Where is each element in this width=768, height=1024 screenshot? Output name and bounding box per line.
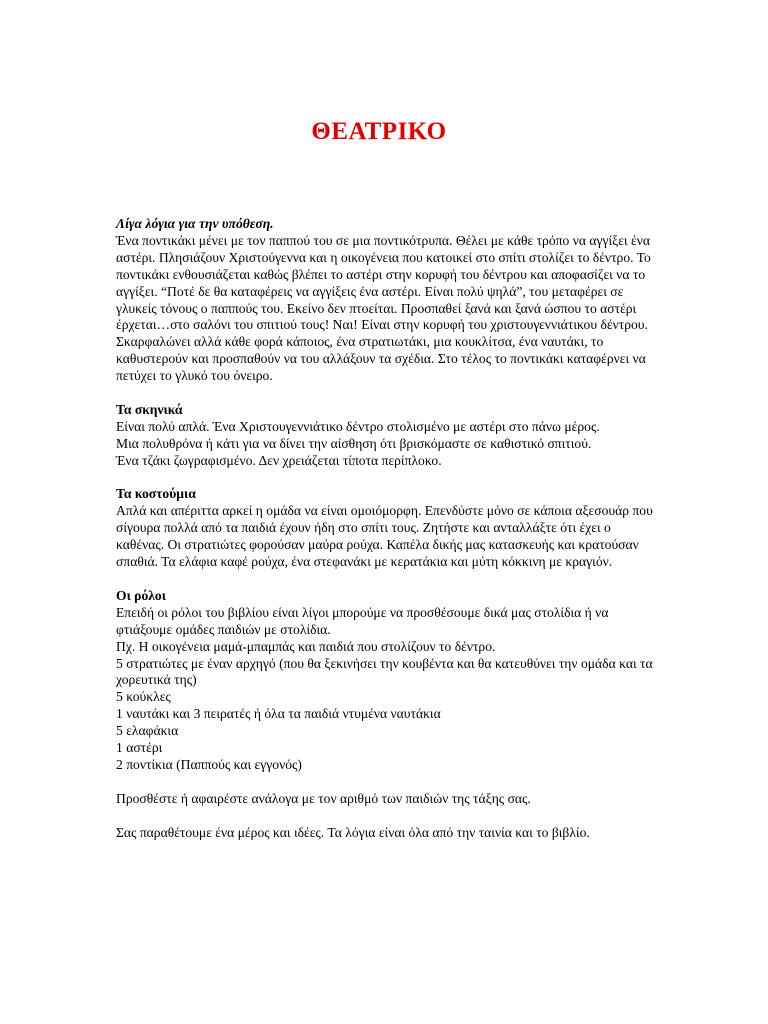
roles-section	[116, 588, 656, 774]
roles-line: 5 ελαφάκια	[116, 723, 179, 739]
costumes-heading: Τα κοστούμια	[116, 486, 196, 502]
excerpt-note: Σας παραθέτουμε ένα μέρος και ιδέες. Τα λόγια είναι όλα από την ταινία και το βιβλίο.	[116, 824, 590, 840]
roles-line: 5 στρατιώτες με έναν αρχηγό (που θα ξεκινήσει την κουβέντα και θα κατευθύνει την ομάδα και τα χορευτικά της)	[116, 655, 653, 688]
synopsis-section	[116, 216, 656, 385]
costumes-section	[116, 486, 656, 571]
costumes-text: Απλά και απέριττα αρκεί η ομάδα να είναι ομοιόμορφη. Επενδύστε μόνο σε κάποια αξεσουάρ που σίγουρα πολλά από τα παιδιά έχουν ήδη στο σπίτι τους. Ζητήστε και ανταλλάξτε ότι έχει ο καθένας. Οι στρατιώτες φορούσαν μαύρα ρούχα. Καπέλα δικής μας κατασκευής και κρατούσαν σπαθιά. Τα ελάφια καφέ ρούχα, ένα στεφανάκι με κερατάκια και μύτη κόκκινη με κραγιόν.	[116, 503, 653, 570]
document-body	[116, 216, 656, 841]
sets-heading: Τα σκηνικά	[116, 401, 183, 417]
paragraph-gap	[116, 571, 656, 588]
paragraph-gap	[116, 470, 656, 487]
sets-line: Είναι πολύ απλά. Ένα Χριστουγεννιάτικο δέντρο στολισμένο με αστέρι στο πάνω μέρος.	[116, 418, 600, 434]
roles-line: Επειδή οι ρόλοι του βιβλίου είναι λίγοι μπορούμε να προσθέσουμε δικά μας στολίδια ή να φτιάξουμε ομάδες παιδιών με στολίδια.	[116, 604, 609, 637]
roles-line: 2 ποντίκια (Παππούς και εγγονός)	[116, 756, 302, 772]
synopsis-heading: Λίγα λόγια για την υπόθεση.	[116, 216, 274, 231]
synopsis-text: Ένα ποντικάκι μένει με τον παππού του σε μια ποντικότρυπα. Θέλει με κάθε τρόπο να αγγίξει ένα αστέρι. Πλησιάζουν Χριστούγεννα και η οικογένεια που κατοικεί στο σπίτι στολίζει το δέντρο. Το ποντικάκι ενθουσιάζεται καθώς βλέπει το αστέρι στην κορυφή του δέντρου και αποφασίζει να το αγγίξει. “Ποτέ δε θα καταφέρεις να αγγίξεις ένα αστέρι. Είναι πολύ ψηλά”, του μεταφέρει σε γλυκείς τόνους ο παππούς του. Εκείνο δεν πτοείται. Προσπαθεί ξανά και ξανά ώσπου το αστέρι έρχεται…στο σαλόνι του σπιτιού τους! Ναι! Είναι στην κορυφή του χριστουγεννιάτικου δέντρου. Σκαρφαλώνει αλλά κάθε φορά κάποιος, ένα στρατιωτάκι, μια κουκλίτσα, ένα ναυτάκι, το καθυστερούν και προσπαθούν να του αλλάξουν τα σχέδια. Στο τέλος το ποντικάκι καταφέρνει να πετύχει το γλυκό του όνειρο.	[116, 232, 651, 384]
sets-line: Ένα τζάκι ζωγραφισμένο. Δεν χρειάζεται τίποτα περίπλοκο.	[116, 452, 442, 468]
adjust-note: Προσθέστε ή αφαιρέστε ανάλογα με τον αριθμό των παιδιών της τάξης σας.	[116, 790, 531, 806]
roles-line: 5 κούκλες	[116, 689, 171, 705]
paragraph-gap	[116, 385, 656, 402]
roles-line: 1 ναυτάκι και 3 πειρατές ή όλα τα παιδιά ντυμένα ναυτάκια	[116, 706, 441, 722]
roles-line: Πχ. Η οικογένεια μαμά-μπαμπάς και παιδιά που στολίζουν το δέντρο.	[116, 638, 496, 654]
roles-line: 1 αστέρι	[116, 740, 163, 756]
paragraph-gap	[116, 808, 656, 825]
roles-heading: Οι ρόλοι	[116, 587, 166, 603]
sets-line: Μια πολυθρόνα ή κάτι για να δίνει την αίσθηση ότι βρισκόμαστε σε καθιστικό σπιτιού.	[116, 435, 592, 451]
document-title: ΘΕΑΤΡΙΚΟ	[311, 118, 447, 145]
paragraph-gap	[116, 774, 656, 791]
sets-section	[116, 402, 656, 470]
